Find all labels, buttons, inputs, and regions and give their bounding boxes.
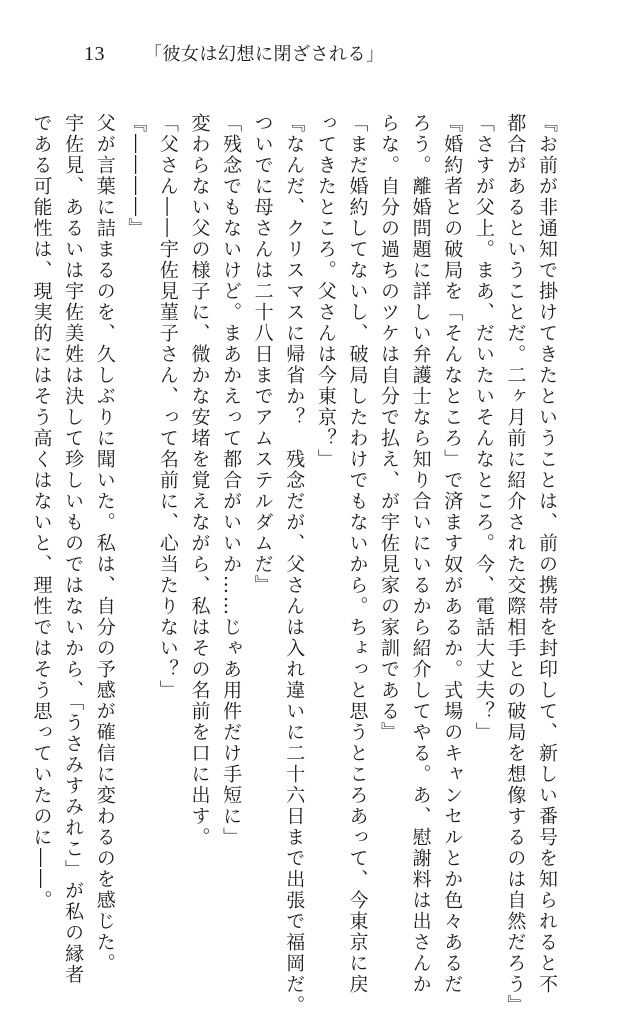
text-line: 『なんだ、クリスマスに帰省か？ 残念だが、父さんは入れ違いに二十六日まで出張で福岡だ。 — [283, 113, 306, 1016]
chapter-title: 「彼女は幻想に閉ざされる」 — [144, 44, 385, 65]
text-line: である可能性は、現実的にはそう高くはないと、理性ではそう思っていたのに――。 — [30, 113, 53, 911]
text-line: ついでに母さんは二十八日までアムステルダムだ』 — [251, 113, 274, 596]
text-line: ってきたところ。父さんは今東京？」 — [314, 113, 337, 470]
text-line: 父が言葉に詰まるのを、久しぶりに聞いた。私は、自分の予感が確信に変わるのを感じた。 — [93, 113, 116, 974]
text-line: 「残念でもないけど。まあかえって都合がいいか……じゃあ用件だけ手短に」 — [220, 113, 243, 848]
text-line: 都合があるということだ。二ヶ月前に紹介された交際相手との破局を想像するのは自然だろう』 — [504, 113, 527, 1016]
text-line: 「さすが父上。まあ、だいたいそんなところ。今、電話大丈夫？」 — [472, 113, 495, 743]
text-line: 『お前が非通知で掛けてきたということは、前の携帯を封印して、新しい番号を知られると不 — [536, 113, 558, 995]
vertical-body-text — [30, 113, 562, 1016]
text-line: 「父さん――宇佐見菫子さん、って名前に、心当たりない？」 — [156, 113, 179, 701]
running-header — [84, 40, 554, 70]
text-line: 変わらない父の様子に、微かな安堵を覚えながら、私はその名前を口に出す。 — [188, 113, 211, 848]
text-line: 『――――』 — [125, 113, 148, 239]
page-number: 13 — [84, 43, 105, 65]
text-line: 『婚約者との破局を「そんなところ」で済ます奴があるか。式場のキャンセルとか色々あるだ — [441, 113, 464, 995]
text-line: らな。自分の過ちのツケは自分で払え、が宇佐見家の家訓である』 — [378, 113, 401, 743]
text-line: 「まだ婚約してないし、破局したわけでもないから。ちょっと思うところあって、今東京に戻 — [346, 113, 369, 995]
text-line: ろう。離婚問題に詳しい弁護士なら知り合いにいるから紹介してやる。あ、慰謝料は出さんか — [409, 113, 432, 995]
text-line: 宇佐見、あるいは宇佐美姓は決して珍しいものではないから、「うさみすみれこ」が私の縁者 — [62, 113, 85, 986]
